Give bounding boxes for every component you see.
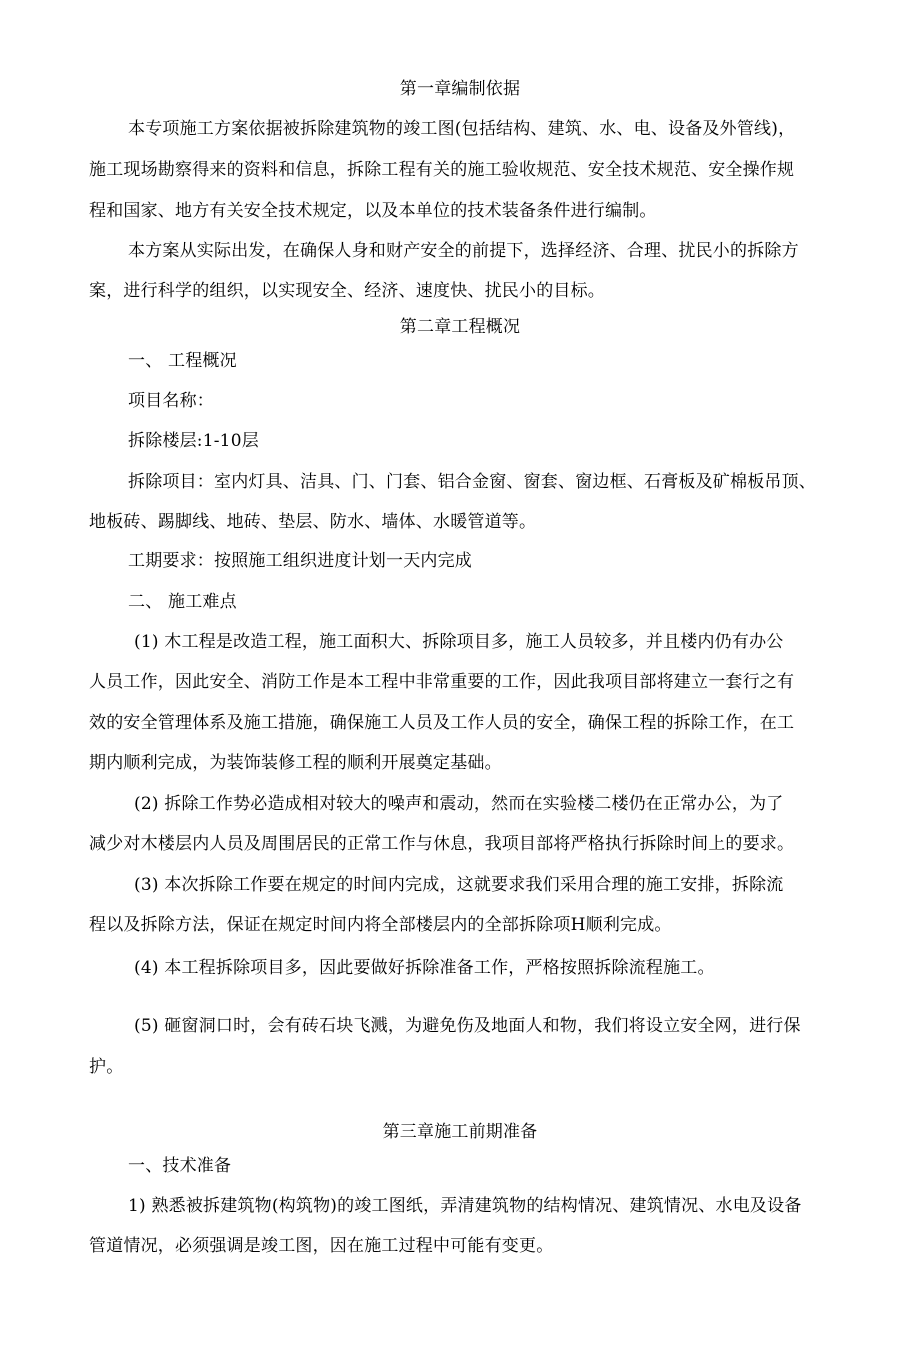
paragraph-line: 案，进行科学的组织，以实现安全、经济、速度快、扰民小的目标。 bbox=[89, 281, 605, 301]
chapter-1-title: 第一章编制依据 bbox=[399, 79, 521, 99]
paragraph-line: 减少对木楼层内人员及周围居民的正常工作与休息，我项目部将严格执行拆除时间上的要求。 bbox=[89, 834, 795, 854]
paragraph-line: 程以及拆除方法，保证在规定时间内将全部楼层内的全部拆除项H顺利完成。 bbox=[89, 915, 672, 935]
paragraph-line: (2) 拆除工作势必造成相对较大的噪声和震动，然而在实验楼二楼仍在正常办公，为了 bbox=[134, 794, 784, 814]
section-title: 二、 施工难点 bbox=[128, 592, 237, 612]
paragraph-line: 拆除项目：室内灯具、洁具、门、门套、铝合金窗、窗套、窗边框、石膏板及矿棉板吊顶、 bbox=[128, 472, 816, 492]
floors-line: 拆除楼层:1-10层 bbox=[128, 431, 259, 451]
paragraph-line: 护。 bbox=[89, 1057, 124, 1077]
section-title: 一、 工程概况 bbox=[128, 351, 237, 371]
paragraph-line: (5) 砸窗洞口时，会有砖石块飞溅，为避免伤及地面人和物，我们将设立安全网，进行保 bbox=[134, 1016, 801, 1036]
paragraph-line: 施工现场勘察得来的资料和信息，拆除工程有关的施工验收规范、安全技术规范、安全操作规 bbox=[89, 160, 795, 180]
schedule-line: 工期要求：按照施工组织进度计划一天内完成 bbox=[128, 551, 472, 571]
paragraph-line: (3) 本次拆除工作要在规定的时间内完成，这就要求我们采用合理的施工安排，拆除流 bbox=[134, 875, 784, 895]
paragraph-line: (4) 本工程拆除项目多，因此要做好拆除准备工作，严格按照拆除流程施工。 bbox=[134, 958, 715, 978]
paragraph-line: 本专项施工方案依据被拆除建筑物的竣工图(包括结构、建筑、水、电、设备及外管线)， bbox=[128, 119, 796, 139]
paragraph-line: 期内顺利完成，为装饰装修工程的顺利开展奠定基础。 bbox=[89, 753, 502, 773]
chapter-2-title: 第二章工程概况 bbox=[399, 317, 521, 337]
chapter-3-title: 第三章施工前期准备 bbox=[382, 1122, 538, 1142]
paragraph-line: 效的安全管理体系及施工措施，确保施工人员及工作人员的安全，确保工程的拆除工作，在工 bbox=[89, 713, 795, 733]
paragraph-line: 1) 熟悉被拆建筑物(构筑物)的竣工图纸，弄清建筑物的结构情况、建筑情况、水电及设备 bbox=[128, 1196, 802, 1216]
paragraph-line: 管道情况，必须强调是竣工图，因在施工过程中可能有变更。 bbox=[89, 1236, 554, 1256]
paragraph-line: 地板砖、踢脚线、地砖、垫层、防水、墙体、水暖管道等。 bbox=[89, 512, 537, 532]
paragraph-line: 人员工作，因此安全、消防工作是本工程中非常重要的工作，因此我项目部将建立一套行之有 bbox=[89, 672, 795, 692]
paragraph-line: 本方案从实际出发，在确保人身和财产安全的前提下，选择经济、合理、扰民小的拆除方 bbox=[128, 241, 799, 261]
paragraph-line: 程和国家、地方有关安全技术规定，以及本单位的技术装备条件进行编制。 bbox=[89, 201, 657, 221]
project-name-line: 项目名称： bbox=[128, 391, 214, 411]
paragraph-line: (1) 木工程是改造工程，施工面积大、拆除项目多，施工人员较多，并且楼内仍有办公 bbox=[134, 632, 784, 652]
section-title: 一、技术准备 bbox=[128, 1156, 232, 1176]
